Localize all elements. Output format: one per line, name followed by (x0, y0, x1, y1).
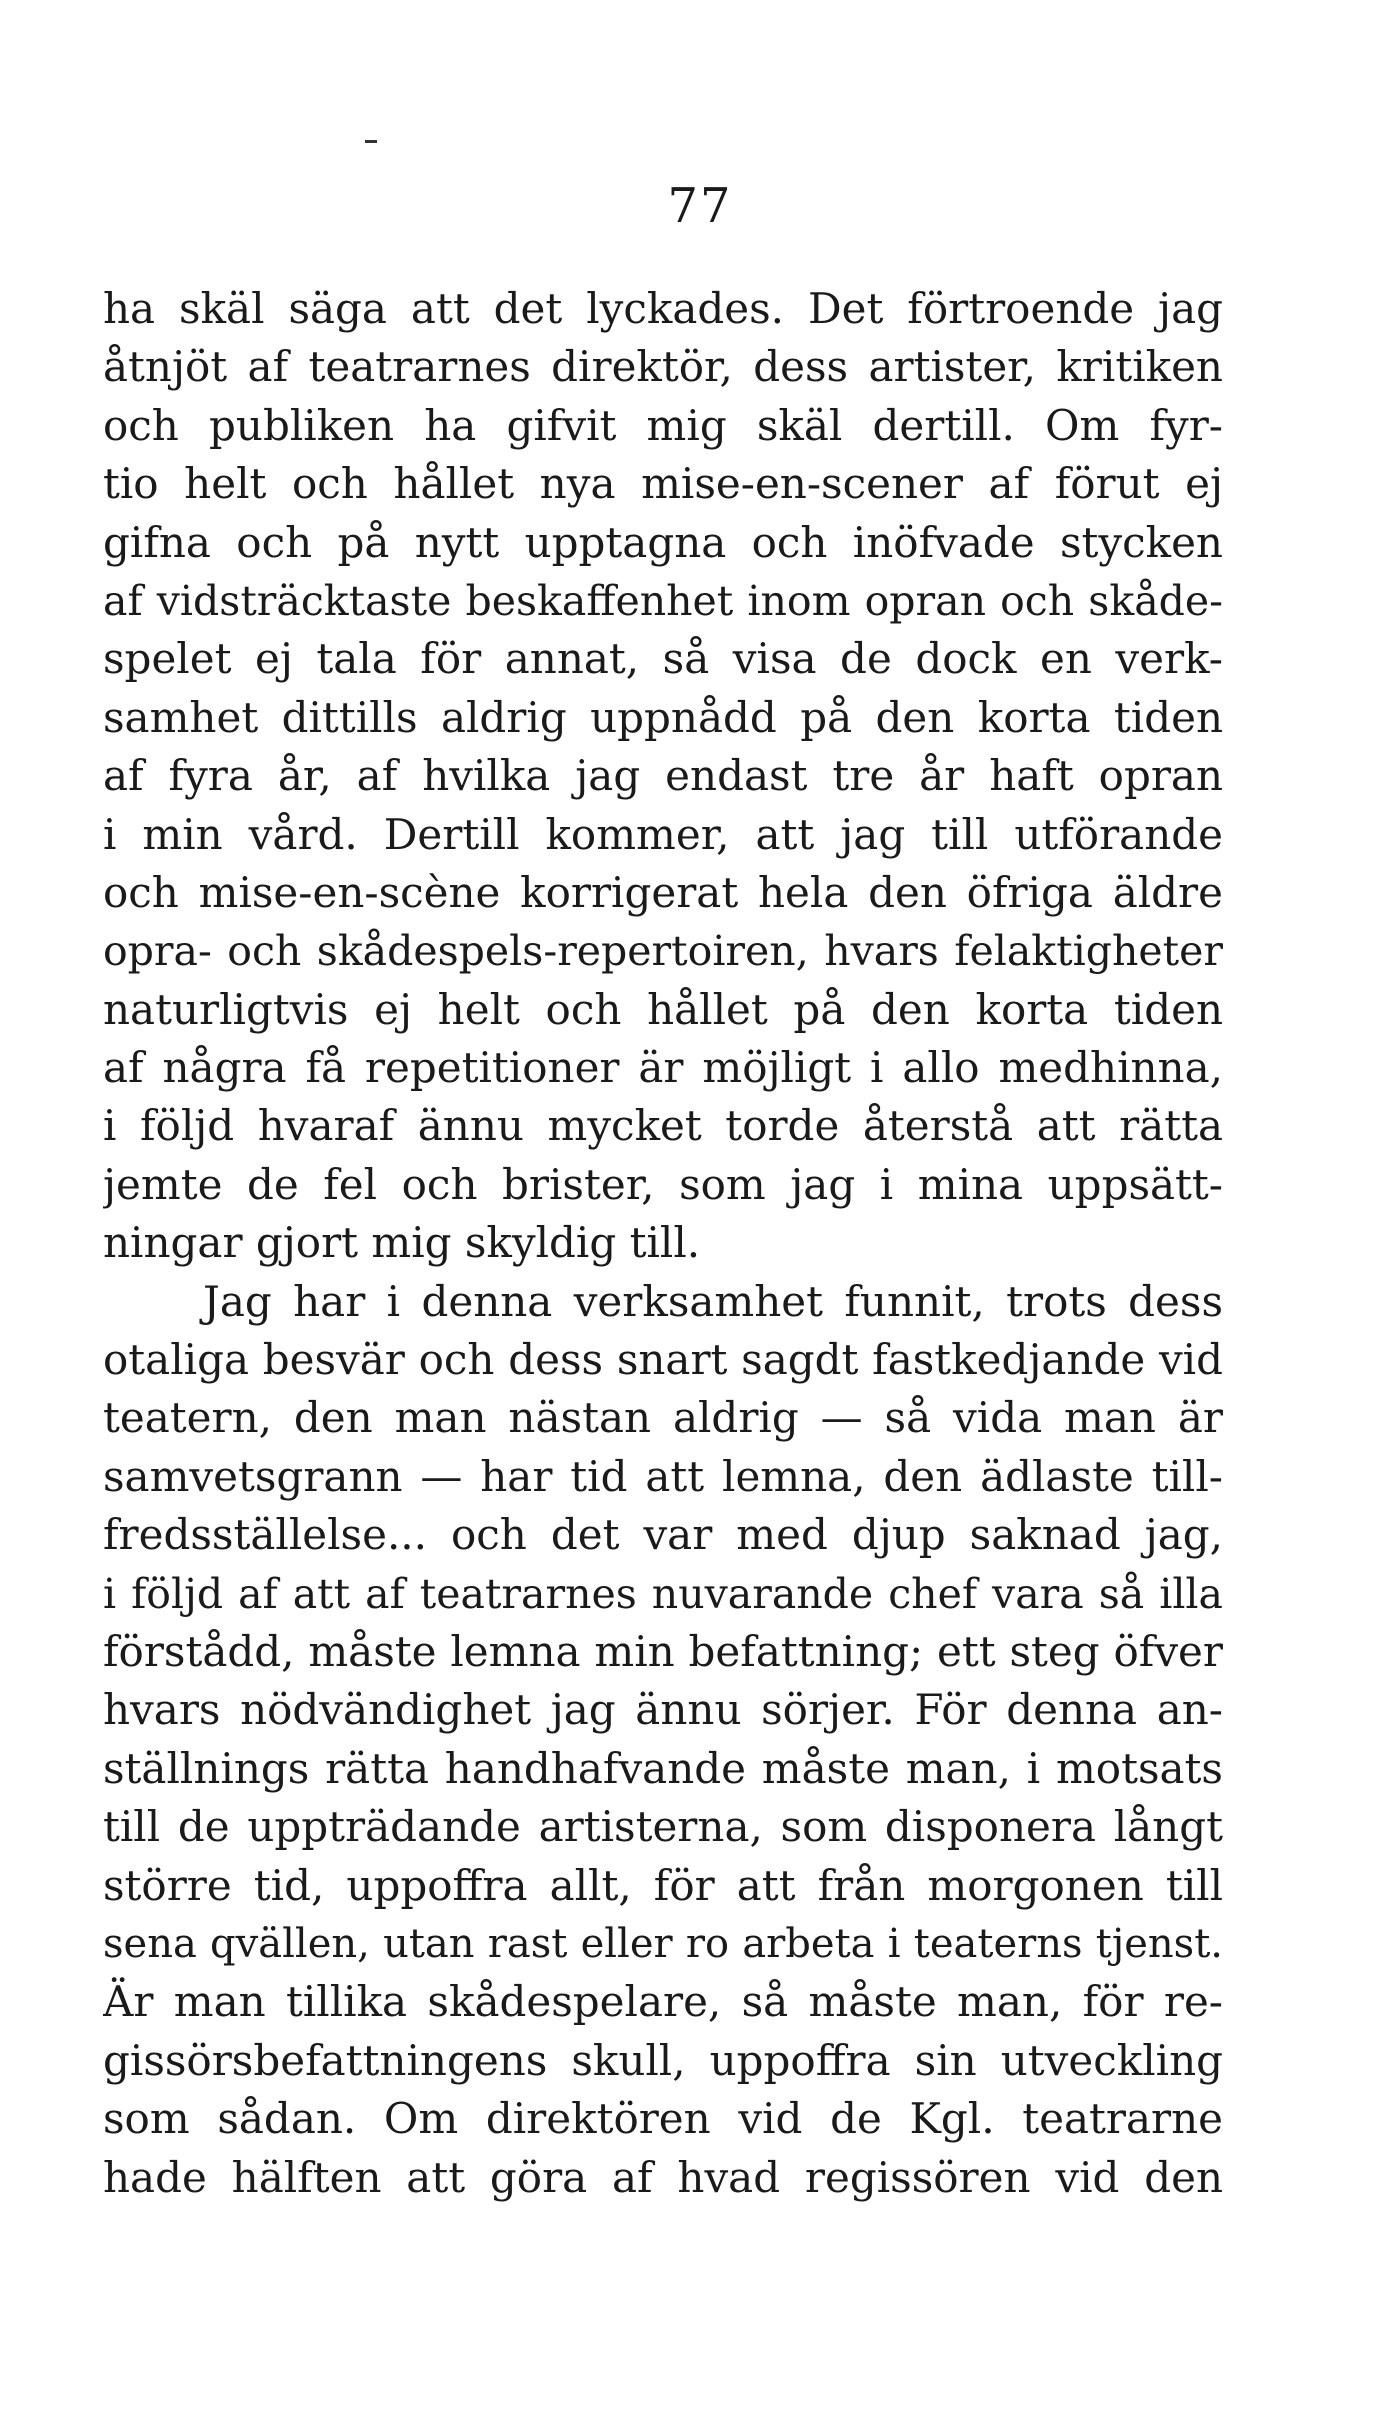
text-line: hvars nödvändighet jag ännu sörjer. För denna an- (103, 1685, 1223, 1735)
text-line: af några få repetitioner är möjligt i allo medhinna, (103, 1043, 1223, 1093)
text-line: och mise-en-scène korrigerat hela den öfriga äldre (103, 867, 1223, 917)
text-line: samhet dittills aldrig uppnådd på den korta tiden (103, 692, 1223, 742)
text-line: till de uppträdande artisterna, som disponera långt (103, 1802, 1223, 1852)
text-line: i följd af att af teatrarnes nuvarande chef vara så illa (103, 1569, 1223, 1618)
text-line: jemte de fel och brister, som jag i mina uppsätt- (103, 1159, 1223, 1209)
text-line: fredsställelse... och det var med djup saknad jag, (103, 1510, 1223, 1560)
text-line: opra- och skådespels-repertoiren, hvars felaktigheter (103, 927, 1223, 976)
text-line: i följd hvaraf ännu mycket torde återstå att rätta (103, 1101, 1223, 1151)
text-line: åtnjöt af teatrarnes direktör, dess artister, kritiken (103, 342, 1223, 392)
text-line: Är man tillika skådespelare, så måste man, för re- (103, 1977, 1223, 2027)
text-line: ställnings rätta handhafvande måste man, i motsats (103, 1743, 1223, 1793)
text-line: tio helt och hållet nya mise-en-scener af förut ej (103, 459, 1223, 509)
body-text (103, 280, 1223, 2207)
text-line: gissörsbefattningens skull, uppoffra sin utveckling (103, 2035, 1223, 2085)
text-line: och publiken ha gifvit mig skäl dertill. Om fyr- (103, 400, 1223, 450)
text-line: sena qvällen, utan rast eller ro arbeta i teaterns tjenst. (103, 1920, 1223, 1967)
page-number: 77 (667, 178, 733, 234)
text-line: ha skäl säga att det lyckades. Det förtroende jag (103, 284, 1223, 333)
text-line: naturligtvis ej helt och hållet på den korta tiden (103, 984, 1223, 1034)
text-line: spelet ej tala för annat, så visa de dock en verk- (103, 634, 1223, 684)
text-line: i min vård. Dertill kommer, att jag till utförande (103, 809, 1223, 859)
text-line: hade hälften att göra af hvad regissören vid den (103, 2152, 1223, 2202)
text-line: af fyra år, af hvilka jag endast tre år haft opran (103, 751, 1223, 801)
paragraph-end-line: ningar gjort mig skyldig till. (103, 1218, 701, 1268)
text-line: teatern, den man nästan aldrig — så vida man är (103, 1393, 1223, 1443)
text-line: otaliga besvär och dess snart sagdt fastkedjande vid (103, 1335, 1223, 1385)
text-line: förstådd, måste lemna min befattning; ett steg öfver (103, 1626, 1223, 1676)
paragraph-start-line: Jag har i denna verksamhet funnit, trots dess (203, 1276, 1223, 1326)
text-line: samvetsgrann — har tid att lemna, den ädlaste till- (103, 1451, 1223, 1501)
text-line: gifna och på nytt upptagna och inöfvade stycken (103, 517, 1223, 567)
stray-ink-mark (365, 140, 377, 143)
text-line: större tid, uppoffra allt, för att från morgonen till (103, 1860, 1223, 1910)
text-line: som sådan. Om direktören vid de Kgl. teatrarne (103, 2094, 1223, 2144)
text-line: af vidsträcktaste beskaffenhet inom opran och skåde- (103, 576, 1223, 625)
